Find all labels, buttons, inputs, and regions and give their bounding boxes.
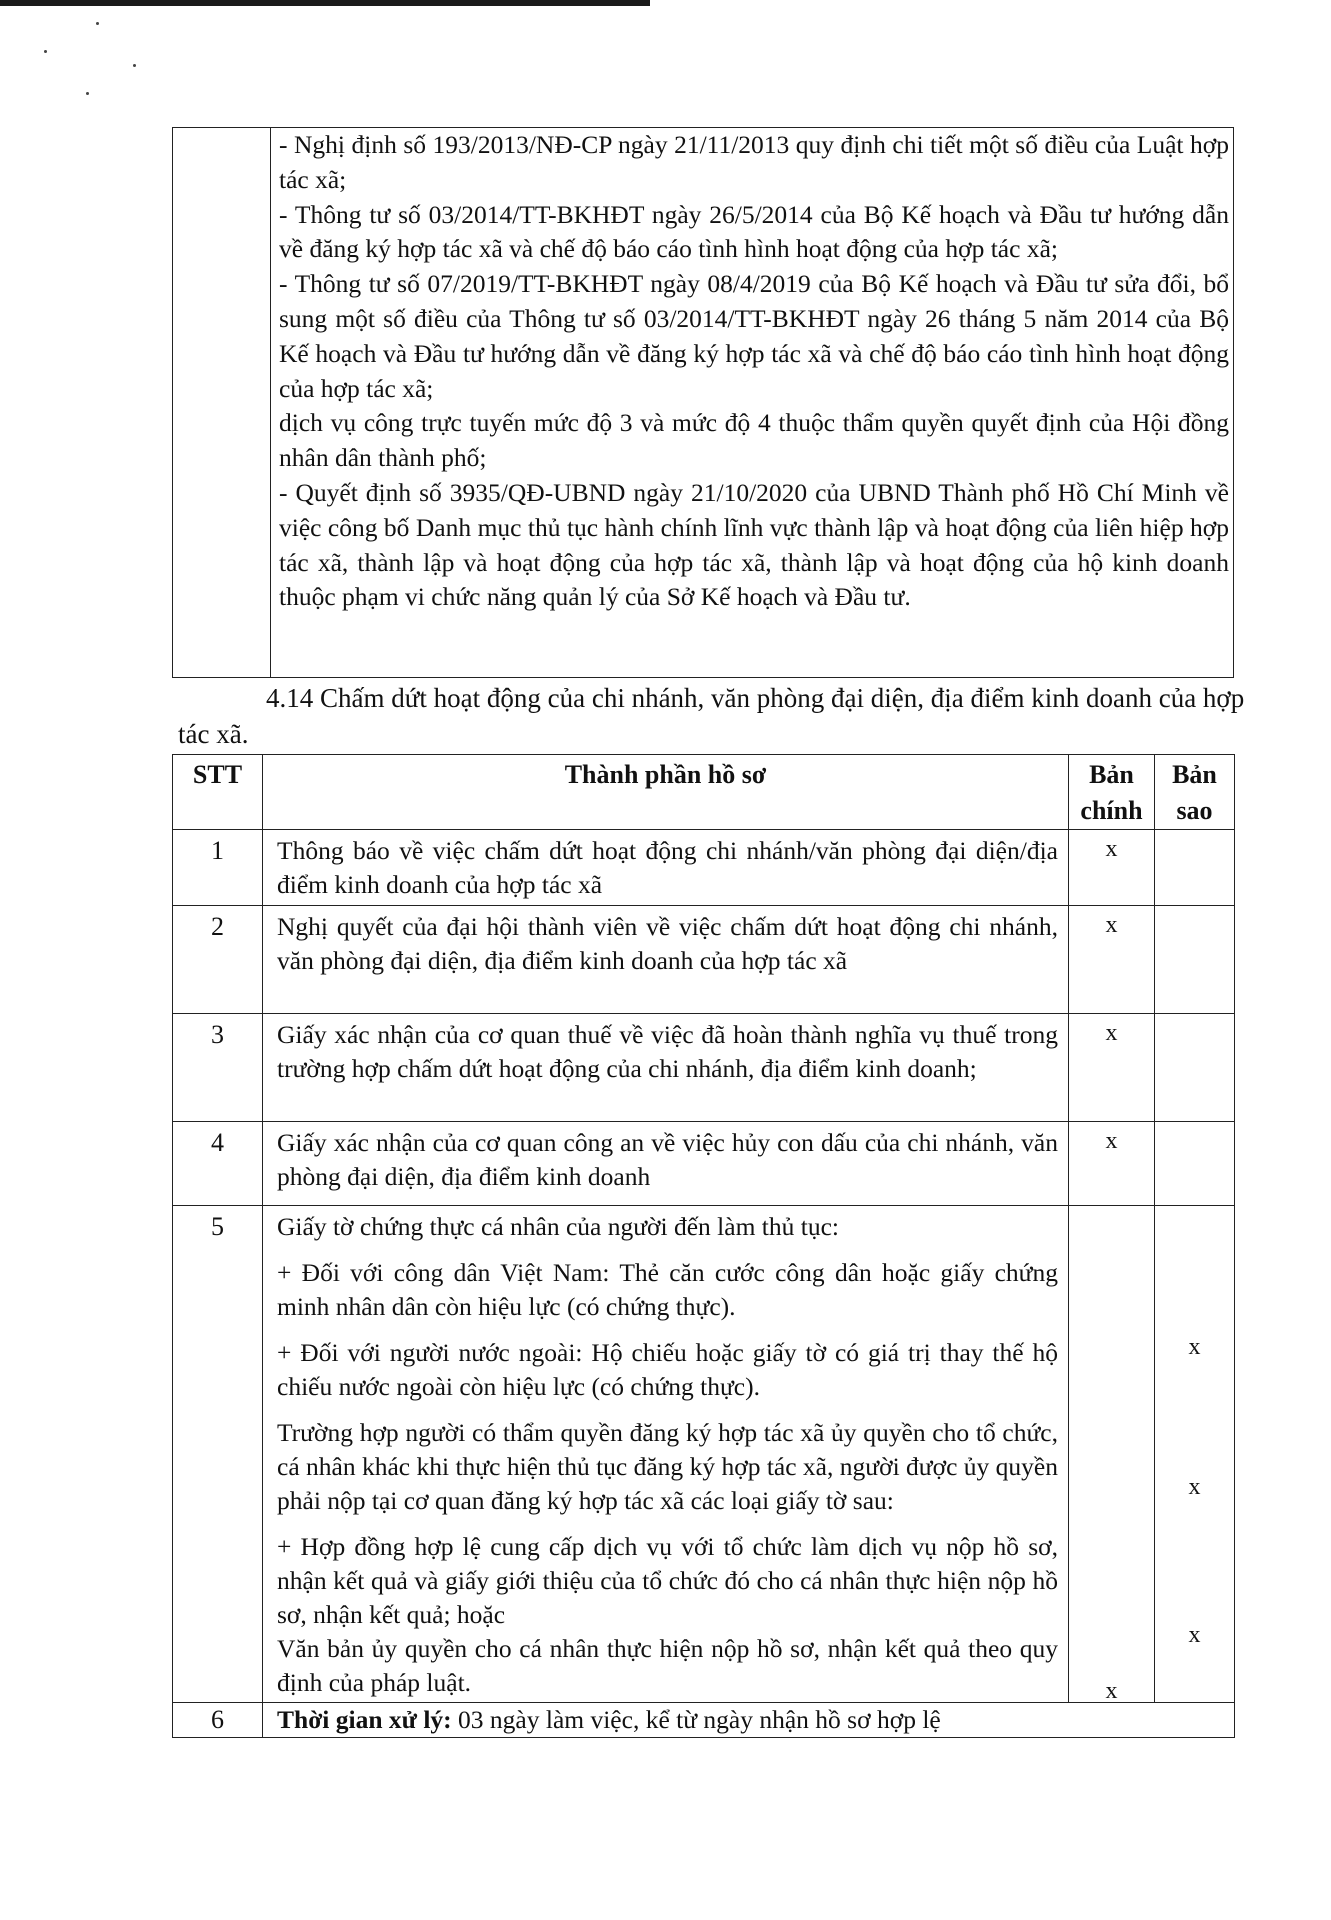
legal-basis-cell [279, 128, 1229, 615]
row-original-mark: x [1069, 1122, 1155, 1206]
continuation-table [172, 127, 1234, 678]
row-copy-mark [1155, 906, 1235, 1014]
row-text: Nghị quyết của đại hội thành viên về việc chấm dứt hoạt động chi nhánh, văn phòng đại diện, địa điểm kinh doanh của hợp tác xã [263, 906, 1069, 1014]
header-copy: Bản sao [1155, 755, 1235, 830]
table-row [173, 906, 1235, 1014]
row-stt: 3 [173, 1014, 263, 1122]
dossier-table [172, 754, 1235, 1738]
row5-paragraph: Văn bản ủy quyền cho cá nhân thực hiện nộp hồ sơ, nhận kết quả theo quy định của pháp luật. [277, 1634, 1058, 1697]
table-row [173, 1014, 1235, 1122]
processing-time-value: 03 ngày làm việc, kể từ ngày nhận hồ sơ hợp lệ [451, 1705, 941, 1734]
section-heading: 4.14 Chấm dứt hoạt động của chi nhánh, văn phòng đại diện, địa điểm kinh doanh của hợp tác xã. [178, 683, 1245, 749]
row5-paragraph: + Đối với người nước ngoài: Hộ chiếu hoặc giấy tờ có giá trị thay thế hộ chiếu nước ngoài còn hiệu lực (có chứng thực). [277, 1338, 1058, 1401]
row-copy-mark: x [1188, 1474, 1201, 1500]
row-text: Thông báo về việc chấm dứt hoạt động chi nhánh/văn phòng đại diện/địa điểm kinh doanh của hợp tác xã [263, 830, 1069, 906]
scan-speck [44, 50, 47, 53]
legal-basis-line: - Quyết định số 3935/QĐ-UBND ngày 21/10/2020 của UBND Thành phố Hồ Chí Minh về việc công bố Danh mục thủ tục hành chính lĩnh vực thành lập và hoạt động của liên hiệp hợp tác xã, thành lập và hoạt động của hợp tác xã, thành lập và hoạt động của hộ kinh doanh thuộc phạm vi chức năng quản lý của Sở Kế hoạch và Đầu tư. [279, 477, 1229, 612]
row-original-mark: x [1105, 1678, 1118, 1704]
processing-time-label: Thời gian xử lý: [277, 1705, 452, 1734]
legal-basis-line: - Thông tư số 07/2019/TT-BKHĐT ngày 08/4/2019 của Bộ Kế hoạch và Đầu tư sửa đổi, bổ sung một số điều của Thông tư số 03/2014/TT-BKHĐT ngày 26 tháng 5 năm 2014 của Bộ Kế hoạch và Đầu tư hướng dẫn về đăng ký hợp tác xã và chế độ báo cáo tình hình hoạt động của hợp tác xã; [279, 269, 1229, 403]
table-row [173, 1122, 1235, 1206]
row-stt: 4 [173, 1122, 263, 1206]
row-stt: 1 [173, 830, 263, 906]
row-copy-mark [1155, 830, 1235, 906]
table-row [173, 1206, 1235, 1703]
header-component: Thành phần hồ sơ [263, 755, 1069, 830]
row-text: Giấy xác nhận của cơ quan thuế về việc đã hoàn thành nghĩa vụ thuế trong trường hợp chấm dứt hoạt động của chi nhánh, địa điểm kinh doanh; [263, 1014, 1069, 1122]
row-original-mark: x [1069, 906, 1155, 1014]
legal-basis-line: - Nghị định số 193/2013/NĐ-CP ngày 21/11/2013 quy định chi tiết một số điều của Luật hợp tác xã; [279, 130, 1229, 194]
table-header-row [173, 755, 1235, 830]
continuation-left-cell [173, 128, 271, 677]
row5-copy-cell [1155, 1206, 1235, 1703]
row5-paragraph: Trường hợp người có thẩm quyền đăng ký hợp tác xã ủy quyền cho tổ chức, cá nhân khác khi thực hiện thủ tục đăng ký hợp tác xã, người được ủy quyền phải nộp tại cơ quan đăng ký hợp tác xã các loại giấy tờ sau: [277, 1418, 1058, 1515]
header-original: Bản chính [1069, 755, 1155, 830]
row-original-mark: x [1069, 830, 1155, 906]
legal-basis-line: - Thông tư số 03/2014/TT-BKHĐT ngày 26/5/2014 của Bộ Kế hoạch và Đầu tư hướng dẫn về đăng ký hợp tác xã và chế độ báo cáo tình hình hoạt động của hợp tác xã; [279, 199, 1229, 264]
row5-paragraph: + Hợp đồng hợp lệ cung cấp dịch vụ với tổ chức làm dịch vụ nộp hồ sơ, nhận kết quả và giấy giới thiệu của tổ chức đó cho cá nhân thực hiện nộp hồ sơ, nhận kết quả; hoặc [277, 1532, 1058, 1629]
header-stt: STT [173, 755, 263, 830]
scan-speck [96, 22, 99, 25]
row5-original-cell [1069, 1206, 1155, 1703]
row-stt: 2 [173, 906, 263, 1014]
scan-speck [86, 92, 89, 95]
row-stt: 5 [173, 1206, 263, 1703]
row5-paragraph: Giấy tờ chứng thực cá nhân của người đến làm thủ tục: [277, 1212, 839, 1241]
scan-speck [133, 64, 136, 67]
legal-basis-line: dịch vụ công trực tuyến mức độ 3 và mức độ 4 thuộc thẩm quyền quyết định của Hội đồng nhân dân thành phố; [279, 408, 1229, 473]
row-copy-mark: x [1188, 1622, 1201, 1648]
row-copy-mark [1155, 1122, 1235, 1206]
row5-paragraph: + Đối với công dân Việt Nam: Thẻ căn cước công dân hoặc giấy chứng minh nhân dân còn hiệu lực (có chứng thực). [277, 1258, 1058, 1321]
row-stt: 6 [173, 1703, 263, 1738]
row-copy-mark: x [1188, 1334, 1201, 1360]
row-text-identity-documents [263, 1206, 1069, 1703]
scan-top-edge [0, 0, 650, 6]
row-text: Giấy xác nhận của cơ quan công an về việc hủy con dấu của chi nhánh, văn phòng đại diện, địa điểm kinh doanh [263, 1122, 1069, 1206]
table-row [173, 830, 1235, 906]
row-copy-mark [1155, 1014, 1235, 1122]
row-original-mark: x [1069, 1014, 1155, 1122]
